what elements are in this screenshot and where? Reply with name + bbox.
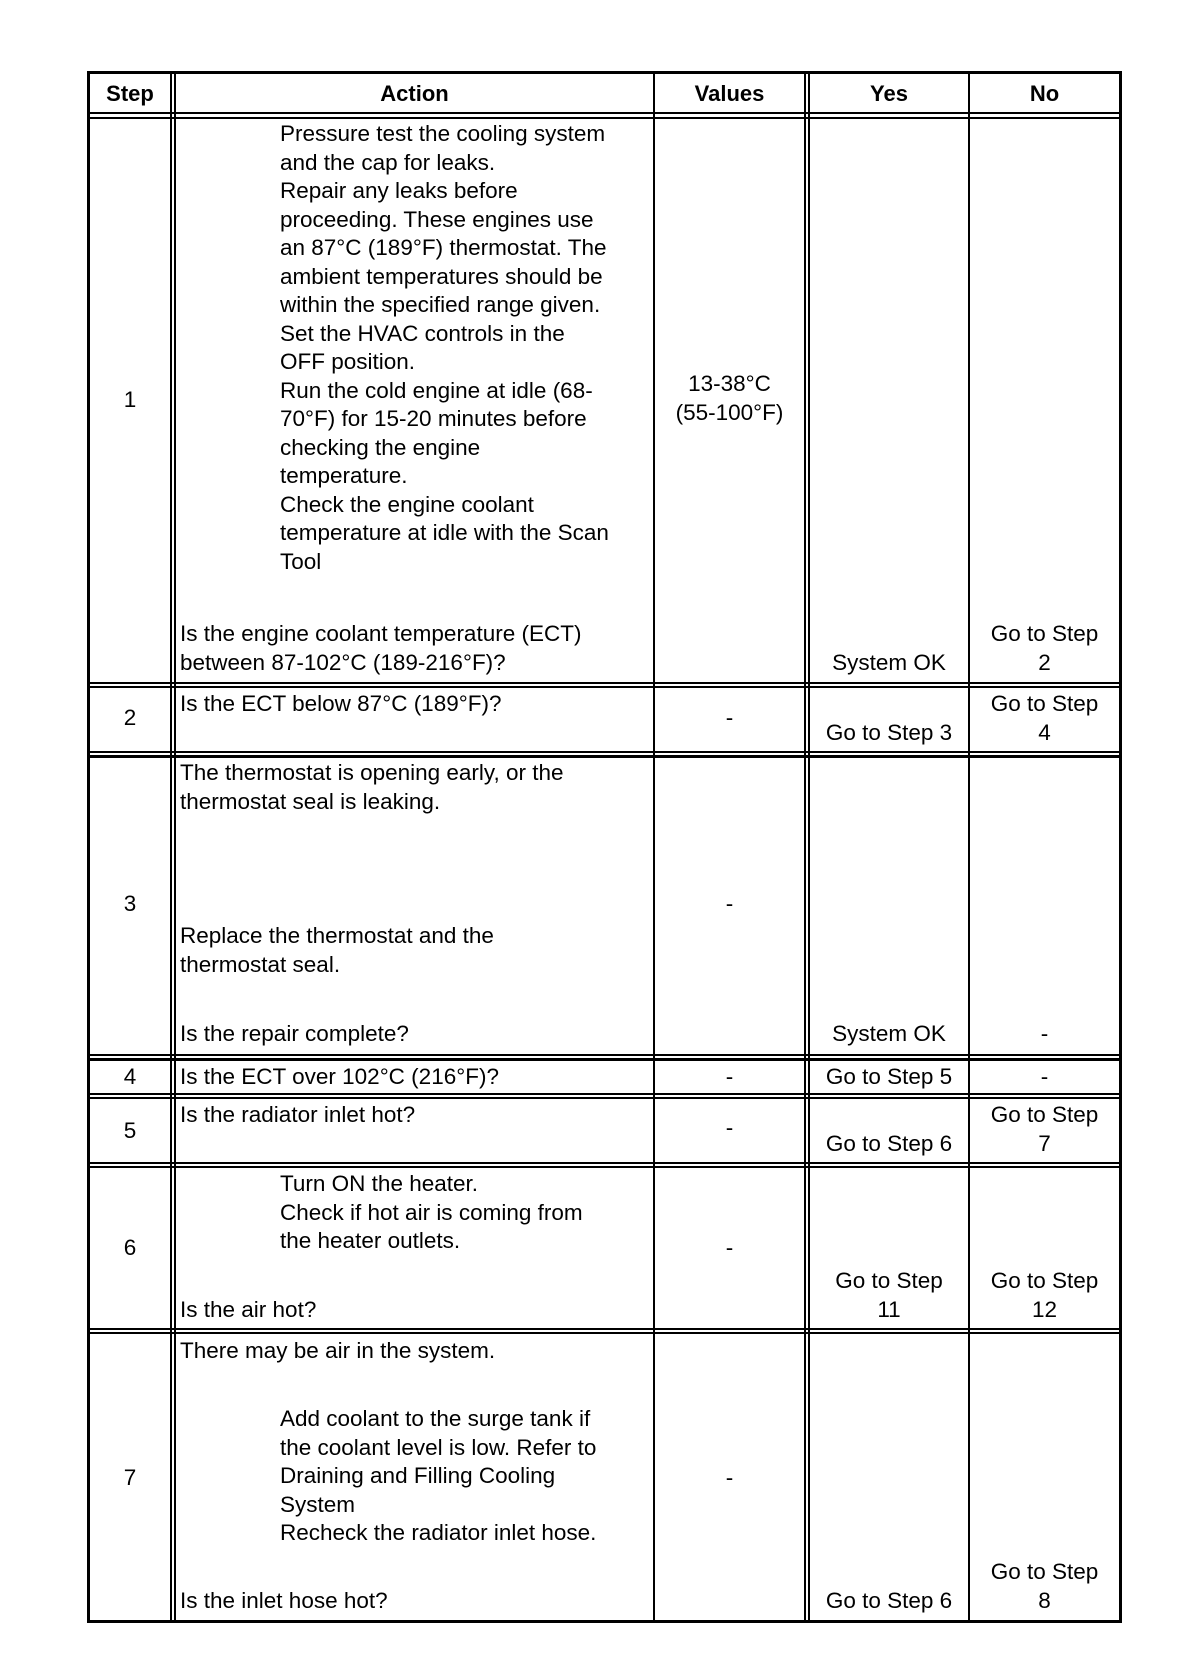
values-cell: -: [725, 1465, 734, 1490]
step-number: 1: [123, 387, 137, 412]
action-question: Is the repair complete?: [180, 1021, 409, 1046]
step-number: 7: [123, 1465, 137, 1490]
action-description: There may be air in the system.: [180, 1338, 496, 1363]
no-cell: Go to Step 12: [990, 1268, 1099, 1322]
action-question: Is the ECT below 87°C (189°F)?: [180, 691, 502, 716]
yes-cell: Go to Step 6: [825, 1588, 953, 1613]
action-description: The thermostat is opening early, or the thermostat seal is leaking.: [180, 760, 564, 814]
step-number: 5: [123, 1118, 137, 1143]
step-number: 4: [123, 1064, 137, 1089]
action-question: Is the radiator inlet hot?: [180, 1102, 416, 1127]
values-cell: -: [725, 891, 734, 916]
yes-cell: Go to Step 11: [835, 1268, 943, 1322]
yes-cell: System OK: [832, 1021, 946, 1046]
action-question: Is the air hot?: [180, 1297, 317, 1322]
no-cell: -: [1040, 1064, 1049, 1089]
no-cell: -: [1040, 1021, 1049, 1046]
values-cell: -: [725, 1115, 734, 1140]
yes-cell: Go to Step 5: [825, 1064, 953, 1089]
action-instructions: Add coolant to the surge tank if the coolant level is low. Refer to Draining and Filling Cooling System Recheck the radiator inlet hose.: [280, 1406, 597, 1545]
no-cell: Go to Step 2: [990, 621, 1099, 675]
yes-cell: Go to Step 3: [825, 720, 953, 745]
values-cell: -: [725, 1064, 734, 1089]
header-yes: Yes: [870, 81, 908, 106]
no-cell: Go to Step 7: [990, 1102, 1099, 1156]
header-step: Step: [106, 81, 154, 106]
yes-cell: Go to Step 6: [825, 1131, 953, 1156]
action-question: Is the engine coolant temperature (ECT) between 87-102°C (189-216°F)?: [180, 621, 582, 675]
step-number: 2: [123, 705, 137, 730]
action-instructions: Replace the thermostat and the thermostat seal.: [180, 923, 494, 977]
action-instructions: Pressure test the cooling system and the cap for leaks. Repair any leaks before proceeding. These engines use an 87°C (189°F) thermostat. The ambient temperatures should be within the specified range given. Set the HVAC controls in the OFF position. Run the cold engine at idle (68- 70°F) for 15-20 minutes before checking the engine temperature. Check the engine coolant temperature at idle with the Scan Tool: [280, 121, 609, 574]
values-cell: -: [725, 705, 734, 730]
yes-cell: System OK: [832, 650, 946, 675]
action-question: Is the ECT over 102°C (216°F)?: [180, 1064, 499, 1089]
no-cell: Go to Step 8: [990, 1559, 1099, 1613]
step-number: 6: [123, 1235, 137, 1260]
values-cell: 13-38°C (55-100°F): [675, 371, 784, 425]
no-cell: Go to Step 4: [990, 691, 1099, 745]
values-cell: -: [725, 1235, 734, 1260]
action-instructions: Turn ON the heater. Check if hot air is coming from the heater outlets.: [280, 1171, 583, 1253]
step-number: 3: [123, 891, 137, 916]
header-values: Values: [694, 81, 765, 106]
header-no: No: [1029, 81, 1060, 106]
header-action: Action: [380, 81, 449, 106]
action-question: Is the inlet hose hot?: [180, 1588, 388, 1613]
